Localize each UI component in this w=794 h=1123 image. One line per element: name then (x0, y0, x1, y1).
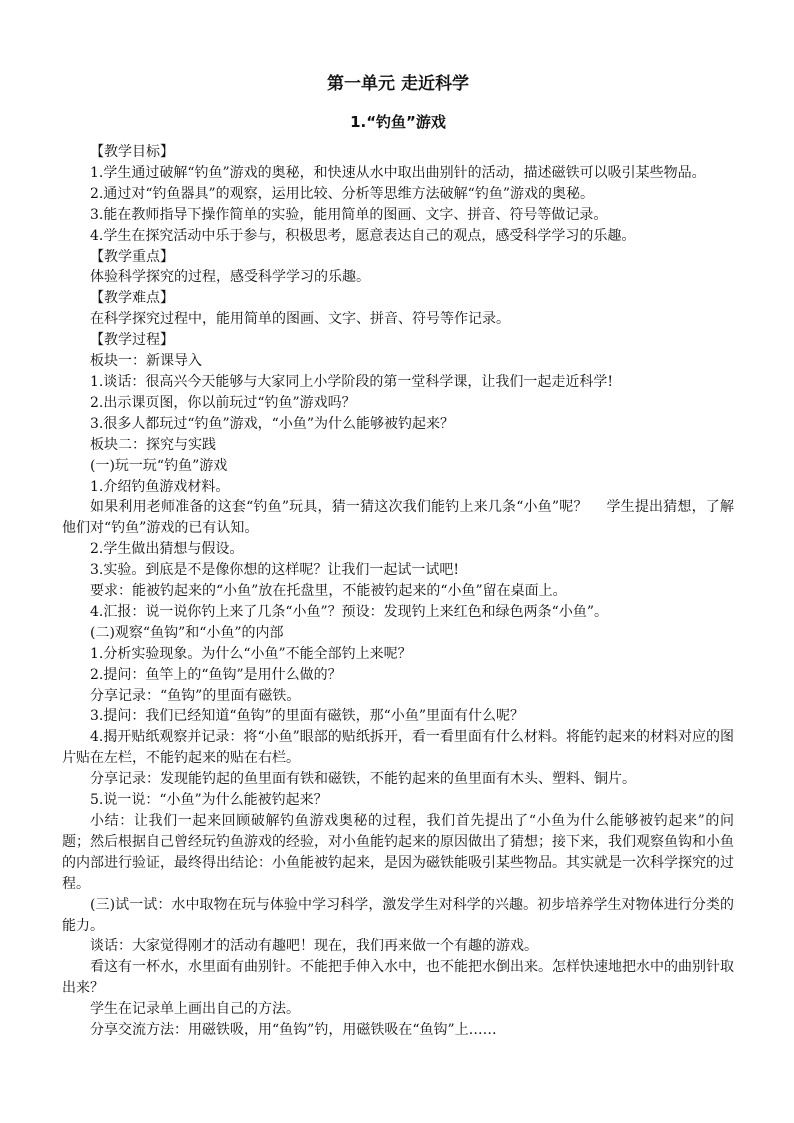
paragraph: 学生在记录单上画出自己的方法。 (90, 1001, 300, 1018)
paragraph: 3.提问：我们已经知道“鱼钩”的里面有磁铁，那“小鱼”里面有什么呢？ (90, 708, 524, 725)
paragraph: 看这有一杯水，水里面有曲别针。不能把手伸入水中，也不能把水倒出来。怎样快速地把水中的曲别针取出来？ (62, 959, 734, 997)
page-title: 第一单元 走近科学 (327, 74, 469, 94)
paragraph: 要求：能被钓起来的“小鱼”放在托盘里，不能被钓起来的“小鱼”留在桌面上。 (90, 583, 567, 600)
paragraph: (一)玩一玩“钓鱼”游戏 (90, 457, 228, 474)
paragraph: 5.说一说：“小鱼”为什么能被钓起来？ (90, 792, 328, 809)
paragraph: 分享记录：发现能钓起的鱼里面有铁和磁铁，不能钓起来的鱼里面有木头、塑料、铜片。 (90, 771, 636, 788)
paragraph: 3.很多人都玩过“钓鱼”游戏，“小鱼”为什么能够被钓起来？ (90, 415, 454, 432)
paragraph: 2.提问：鱼竿上的“鱼钩”是用什么做的？ (90, 666, 342, 683)
paragraph: 【教学过程】 (90, 332, 174, 349)
paragraph: 4.揭开贴纸观察并记录：将“小鱼”眼部的贴纸拆开，看一看里面有什么材料。将能钓起来的材料对应的图片贴在左栏，不能钓起来的贴在右栏。 (62, 729, 734, 767)
paragraph: 1.介绍钓鱼游戏材料。 (90, 478, 230, 495)
paragraph: 在科学探究过程中，能用简单的图画、文字、拼音、符号等作记录。 (90, 311, 510, 328)
paragraph: 2.通过对“钓鱼器具”的观察，运用比较、分析等思维方法破解“钓鱼”游戏的奥秘。 (90, 185, 594, 202)
paragraph: 3.能在教师指导下操作简单的实验，能用简单的图画、文字、拼音、符号等做记录。 (90, 206, 608, 223)
paragraph: 2.出示课页图，你以前玩过“钓鱼”游戏吗？ (90, 394, 356, 411)
paragraph: 小结：让我们一起来回顾破解钓鱼游戏奥秘的过程，我们首先提出了“小鱼为什么能够被钓起来”的问题；然后根据自己曾经玩钓鱼游戏的经验，对小鱼能钓起来的原因做出了猜想；接下来，我们观察鱼钩和小鱼的内部进行验证，最终得出结论：小鱼能被钓起来，是因为磁铁能吸引某些物品。其实就是一次科学探究的过程。 (62, 813, 734, 892)
paragraph: (二)观察“鱼钩”和“小鱼”的内部 (90, 624, 284, 641)
paragraph: 2.学生做出猜想与假设。 (90, 541, 244, 558)
paragraph: 3.实验。到底是不是像你想的这样呢？让我们一起试一试吧! (90, 562, 459, 579)
paragraph: 【教学难点】 (90, 290, 174, 307)
paragraph: 4.汇报：说一说你钓上来了几条“小鱼”？预设：发现钓上来红色和绿色两条“小鱼”。 (90, 603, 608, 620)
paragraph: 分享交流方法：用磁铁吸，用“鱼钩”钓，用磁铁吸在“鱼钩”上…… (90, 1022, 497, 1039)
paragraph: 板块二：探究与实践 (90, 436, 216, 453)
paragraph: 1.学生通过破解“钓鱼”游戏的奥秘，和快速从水中取出曲别针的活动，描述磁铁可以吸引某些物品。 (90, 164, 706, 181)
paragraph: 谈话：大家觉得刚才的活动有趣吧！现在，我们再来做一个有趣的游戏。 (90, 938, 538, 955)
paragraph: 4.学生在探究活动中乐于参与，积极思考，愿意表达自己的观点，感受科学学习的乐趣。 (90, 227, 636, 244)
paragraph: 【教学目标】 (90, 144, 174, 160)
paragraph: 1.分析实验现象。为什么“小鱼”不能全部钓上来呢？ (90, 645, 412, 662)
document-body (62, 142, 734, 1041)
paragraph: 1.谈话：很高兴今天能够与大家同上小学阶段的第一堂科学课，让我们一起走近科学! (90, 373, 613, 390)
lesson-title: 1.“钓鱼”游戏 (350, 113, 446, 131)
paragraph: 分享记录：“鱼钩”的里面有磁铁。 (90, 687, 301, 704)
paragraph: 如果利用老师准备的这套“钓鱼”玩具，猜一猜这次我们能钓上来几条“小鱼”呢？ 学生提出猜想，了解他们对“钓鱼”游戏的已有认知。 (62, 499, 734, 537)
paragraph: 【教学重点】 (90, 248, 174, 265)
paragraph: 板块一：新课导入 (90, 353, 202, 370)
paragraph: (三)试一试：水中取物在玩与体验中学习科学，激发学生对科学的兴趣。初步培养学生对物体进行分类的能力。 (62, 896, 734, 934)
paragraph: 体验科学探究的过程，感受科学学习的乐趣。 (90, 269, 370, 286)
